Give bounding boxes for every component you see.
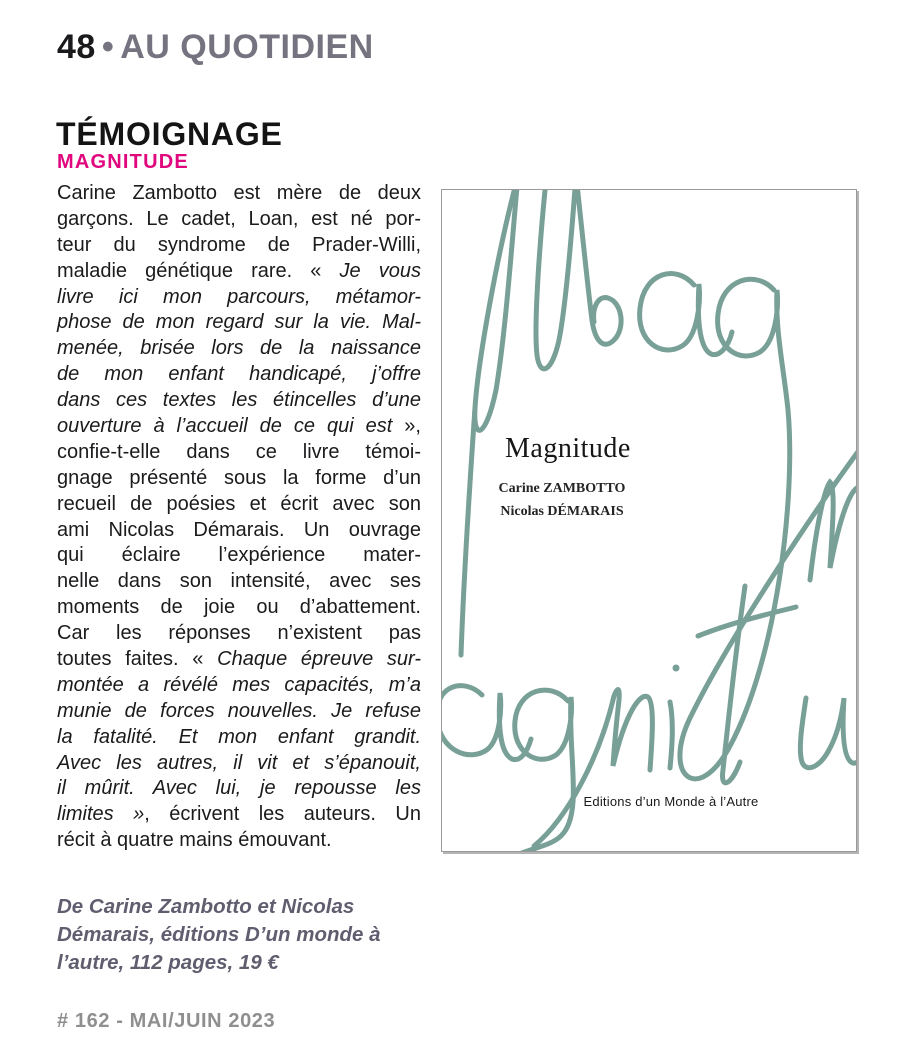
credit-line: l’autre, 112 pages, 19 € <box>57 951 279 974</box>
article-title: MAGNITUDE <box>57 151 189 173</box>
body-line <box>57 751 421 777</box>
body-line <box>57 233 421 259</box>
cover-author: Nicolas DÉMARAIS <box>500 504 624 519</box>
issue-footer: # 162 - MAI/JUIN 2023 <box>57 1010 276 1032</box>
body-line <box>57 440 421 466</box>
body-line <box>57 414 421 440</box>
book-cover <box>441 189 857 852</box>
body-text: Carine Zambotto est mère de deux <box>57 182 421 204</box>
body-line <box>57 828 421 854</box>
quote-text: de mon enfant handicapé, j’offre <box>57 363 421 386</box>
quote-text: ouverture à l’accueil de ce qui est <box>57 415 393 438</box>
body-text: toutes faites. « <box>57 648 218 671</box>
body-text: nelle dans son intensité, avec ses <box>57 570 421 593</box>
body-text: garçons. Le cadet, Loan, est né por- <box>57 207 421 230</box>
body-line <box>57 181 421 207</box>
cover-publisher: Editions d’un Monde à l’Autre <box>583 794 759 809</box>
bullet-separator: • <box>101 28 115 66</box>
quote-text: Chaque épreuve sur- <box>217 648 422 671</box>
body-line <box>57 362 421 388</box>
quote-text: la fatalité. Et mon enfant grandit. <box>57 725 421 748</box>
body-line <box>57 699 421 725</box>
body-line <box>57 285 421 311</box>
body-text: récit à quatre mains émouvant. <box>57 829 332 852</box>
body-line <box>57 492 421 518</box>
body-line <box>57 388 421 414</box>
body-text: moments de joie ou d’abattement. <box>57 596 421 619</box>
body-line <box>57 673 421 699</box>
body-line <box>57 336 421 362</box>
credit-line: Démarais, éditions D’un monde à <box>57 923 381 946</box>
quote-text: il mûrit. Avec lui, je repousse les <box>57 777 421 800</box>
body-line <box>57 595 421 621</box>
body-line <box>57 518 421 544</box>
body-text: qui éclaire l’expérience mater- <box>57 544 421 567</box>
article-body <box>57 181 421 854</box>
page-number: 48 <box>57 28 96 66</box>
body-line <box>57 776 421 802</box>
quote-text: Je vous <box>339 259 421 282</box>
body-text: teur du syndrome de Prader-Willi, <box>57 233 421 256</box>
body-line <box>57 802 421 828</box>
section-title: AU QUOTIDIEN <box>120 28 374 66</box>
body-line <box>57 621 421 647</box>
body-line <box>57 259 421 285</box>
body-line <box>57 725 421 751</box>
quote-text: montée a révélé mes capacités, m’a <box>57 673 421 696</box>
quote-text: dans ces textes les étincelles d’une <box>57 389 421 412</box>
quote-text: menée, brisée lors de la naissance <box>57 337 421 360</box>
masthead <box>57 28 374 67</box>
cover-authors <box>482 477 642 523</box>
body-text: ami Nicolas Démarais. Un ouvrage <box>57 518 421 541</box>
body-text: maladie génétique rare. « <box>57 259 340 282</box>
body-line <box>57 569 421 595</box>
cover-title: Magnitude <box>505 433 631 464</box>
body-line <box>57 207 421 233</box>
quote-text: livre ici mon parcours, métamor- <box>57 285 421 308</box>
body-line <box>57 466 421 492</box>
body-text: confie-t-elle dans ce livre témoi- <box>57 440 421 463</box>
body-text: , écrivent les auteurs. Un <box>144 803 421 826</box>
body-text: Car les réponses n’existent pas <box>57 622 421 645</box>
script-agnitu-bottom <box>442 586 856 851</box>
quote-text: phose de mon regard sur la vie. Mal- <box>57 311 421 334</box>
body-text: recueil de poésies et écrit avec son <box>57 492 421 515</box>
body-text: gnage présenté sous la forme d’un <box>57 466 421 489</box>
body-text: », <box>392 415 421 438</box>
body-line <box>57 647 421 673</box>
quote-text: limites » <box>57 803 145 826</box>
quote-text: munie de forces nouvelles. Je refuse <box>57 699 421 722</box>
body-line <box>57 310 421 336</box>
book-credit <box>57 893 437 977</box>
cover-author: Carine ZAMBOTTO <box>498 481 626 496</box>
article-kicker: TÉMOIGNAGE <box>56 116 283 152</box>
body-line <box>57 543 421 569</box>
quote-text: Avec les autres, il vit et s’épanouit, <box>57 751 421 774</box>
credit-line: De Carine Zambotto et Nicolas <box>57 895 355 918</box>
